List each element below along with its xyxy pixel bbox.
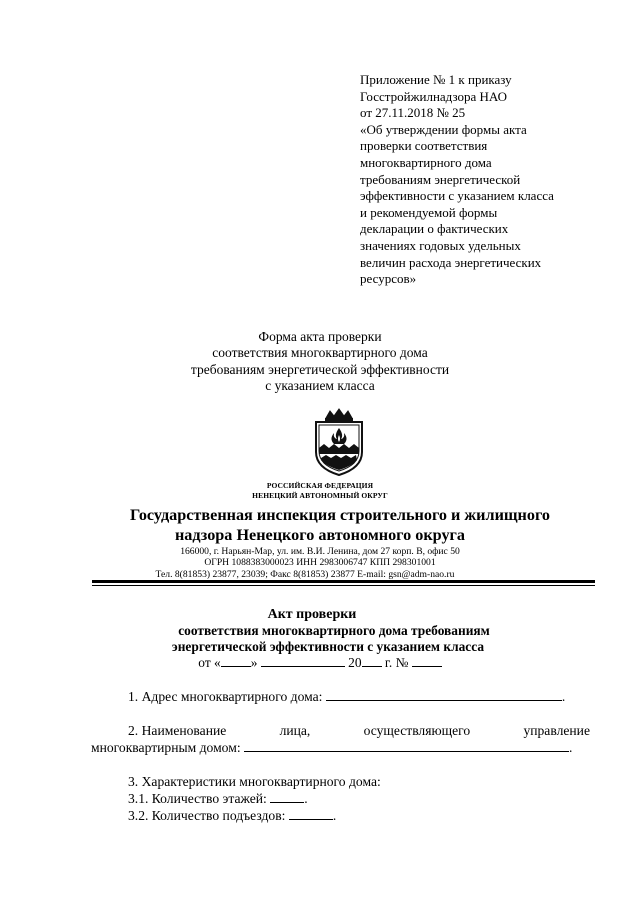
manager-label-word: лица, xyxy=(279,723,311,738)
appendix-line: требованиям энергетической xyxy=(360,171,521,187)
date-mid: » xyxy=(250,655,258,670)
region-name: НЕНЕЦКИЙ АВТОНОМНЫЙ ОКРУГ xyxy=(252,491,388,500)
address-row xyxy=(128,688,565,705)
manager-label-word: 2. Наименование xyxy=(128,723,227,738)
year-prefix: 20 xyxy=(348,655,362,670)
appendix-line: от 27.11.2018 № 25 xyxy=(360,105,466,121)
letterhead-divider xyxy=(92,580,595,583)
address-field[interactable] xyxy=(326,688,562,701)
manager-row xyxy=(128,722,590,739)
country-name: РОССИЙСКАЯ ФЕДЕРАЦИЯ xyxy=(266,481,374,490)
characteristics-heading: 3. Характеристики многоквартирного дома: xyxy=(128,774,381,789)
organization-address: 166000, г. Нарьян-Мар, ул. им. В.И. Ленина, дом 27 корп. В, офис 50 xyxy=(180,546,460,557)
address-label: 1. Адрес многоквартирного дома: xyxy=(128,689,323,704)
organization-name-line1: Государственная инспекция строительного и жилищного xyxy=(129,506,551,524)
period: . xyxy=(561,689,566,704)
organization-phones: Тел. 8(81853) 23877, 23039; Факс 8(81853) 23877 E-mail: gsn@adm-nao.ru xyxy=(155,569,455,580)
form-title-line: соответствия многоквартирного дома xyxy=(212,345,428,361)
number-label: г. № xyxy=(384,655,409,670)
month-field[interactable] xyxy=(261,654,345,667)
floors-row xyxy=(128,790,308,807)
letterhead-divider-thin xyxy=(92,585,595,586)
entrances-field[interactable] xyxy=(289,807,333,820)
day-field[interactable] xyxy=(221,654,251,667)
floors-label: 3.1. Количество этажей: xyxy=(128,791,267,806)
appendix-block xyxy=(360,72,620,288)
manager-label-cont: многоквартирным домом: xyxy=(91,740,241,755)
appendix-line: значениях годовых удельных xyxy=(360,237,521,253)
organization-name-line2: надзора Ненецкого автономного округа xyxy=(174,526,466,544)
appendix-line: проверки соответствия xyxy=(360,138,488,154)
appendix-line: величин расхода энергетических xyxy=(360,254,542,270)
form-title-line: Форма акта проверки xyxy=(258,329,382,344)
manager-row-cont xyxy=(91,739,572,756)
act-number-field[interactable] xyxy=(412,654,442,667)
entrances-label: 3.2. Количество подъездов: xyxy=(128,808,286,823)
coat-of-arms-icon xyxy=(312,408,366,476)
appendix-line: декларации о фактических xyxy=(360,221,509,237)
period: . xyxy=(304,791,308,806)
floors-field[interactable] xyxy=(270,790,304,803)
form-title xyxy=(0,329,640,395)
appendix-line: Госстройжилнадзора НАО xyxy=(360,88,508,104)
entrances-row xyxy=(128,807,336,824)
form-title-line: требованиям энергетической эффективности xyxy=(190,361,450,377)
period: . xyxy=(332,808,337,823)
organization-ids: ОГРН 1088383000023 ИНН 2983006747 КПП 298301001 xyxy=(204,557,436,568)
act-date-line xyxy=(0,654,640,671)
period: . xyxy=(569,740,573,755)
form-title-line: с указанием класса xyxy=(265,378,375,394)
appendix-line: «Об утверждении формы акта xyxy=(360,121,527,137)
appendix-line: ресурсов» xyxy=(360,271,417,287)
appendix-line: многоквартирного дома xyxy=(360,154,492,170)
appendix-line: и рекомендуемой формы xyxy=(360,204,498,220)
act-title: Акт проверки xyxy=(267,607,357,622)
manager-label-word: осуществляющего xyxy=(363,723,471,738)
date-prefix: от « xyxy=(198,655,221,670)
appendix-line: эффективности с указанием класса xyxy=(360,188,554,204)
year-field[interactable] xyxy=(362,654,382,667)
act-subtitle: соответствия многоквартирного дома требованиям xyxy=(178,623,490,638)
manager-field[interactable] xyxy=(244,739,569,752)
act-subtitle: энергетической эффективности с указанием класса xyxy=(171,639,485,654)
manager-label-word: управление xyxy=(523,723,590,738)
appendix-line: Приложение № 1 к приказу xyxy=(360,72,512,87)
